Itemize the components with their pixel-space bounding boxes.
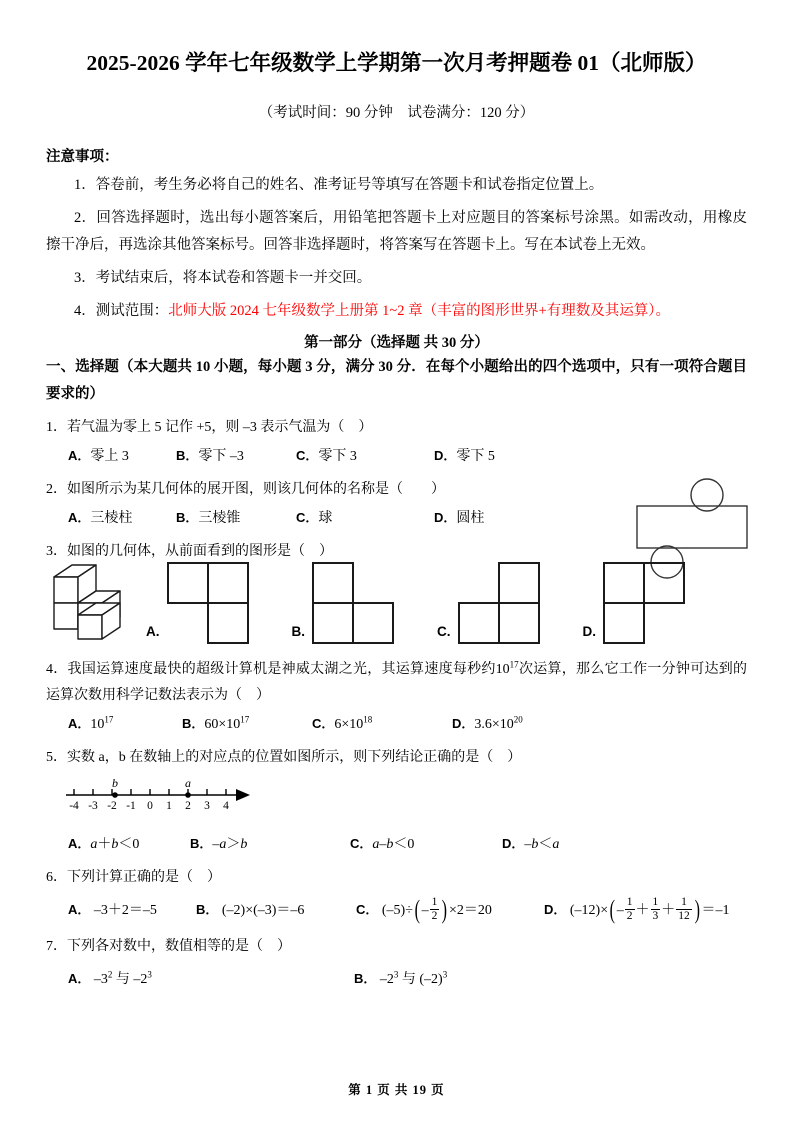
question-4 — [46, 657, 747, 738]
svg-text:-4: -4 — [69, 800, 79, 812]
question-3-option-d-label[interactable]: D. — [582, 624, 596, 639]
svg-text:3: 3 — [204, 800, 210, 812]
question-2-number: 2． — [46, 482, 67, 497]
question-4-number: 4． — [46, 662, 68, 677]
question-7-text: 下列各对数中，数值相等的是（ ） — [67, 939, 291, 955]
question-6-option-a[interactable]: A． –3＋2＝–5 — [68, 902, 157, 918]
question-1-text: 若气温为零上 5 记作 +5，则 –3 表示气温为（ ） — [67, 420, 373, 435]
svg-text:4: 4 — [223, 800, 229, 812]
question-5-option-c[interactable]: C．a–b＜0 — [350, 836, 415, 852]
question-6-options — [46, 894, 747, 924]
question-1-option-c[interactable]: C．零下 3 — [296, 448, 357, 464]
question-7-stem — [46, 934, 747, 960]
svg-text:a: a — [185, 776, 191, 790]
question-2-option-c[interactable]: C．球 — [296, 510, 333, 526]
question-3 — [46, 539, 747, 655]
question-2-option-a[interactable]: A．三棱柱 — [68, 510, 133, 526]
question-7-options — [46, 966, 747, 993]
question-4-option-d[interactable]: D．$3.6\times 10^{20}$ — [452, 714, 523, 732]
question-1-options — [46, 443, 747, 470]
question-6-stem — [46, 865, 747, 891]
page-title: 2025-2026 学年七年级数学上学期第一次月考押题卷 01（北师版） — [86, 51, 707, 75]
question-4-options — [46, 711, 747, 738]
question-6-number: 6． — [46, 870, 67, 885]
question-3-option-d-shape[interactable] — [602, 561, 686, 655]
question-2-option-b[interactable]: B．三棱锥 — [176, 510, 241, 526]
question-1-stem — [46, 415, 747, 441]
svg-text:2: 2 — [185, 800, 191, 812]
question-3-text: 如图的几何体，从前面看到的图形是（ ） — [67, 544, 333, 559]
notice-item-4-prefix: 4．测试范围： — [74, 303, 169, 319]
question-3-option-b-label[interactable]: B. — [291, 624, 305, 639]
question-7 — [46, 934, 747, 993]
question-3-option-b-shape[interactable] — [311, 561, 395, 655]
question-5-option-d[interactable]: D．–b＜a — [502, 836, 560, 852]
question-1 — [46, 415, 747, 470]
question-3-option-a-shape[interactable] — [166, 561, 250, 655]
page-footer: 第 1 页 共 19 页 — [348, 1083, 445, 1097]
question-3-option-c-label[interactable]: C. — [437, 624, 451, 639]
question-1-option-a[interactable]: A．零上 3 — [68, 448, 129, 464]
question-6 — [46, 865, 747, 924]
question-5 — [46, 745, 747, 858]
svg-text:b: b — [112, 776, 118, 790]
question-5-option-b[interactable]: B．–a＞b — [190, 836, 248, 852]
question-3-option-a-label[interactable]: A. — [146, 624, 160, 639]
notice-heading: 注意事项： — [46, 149, 119, 165]
svg-text:1: 1 — [166, 800, 172, 812]
question-5-options — [46, 831, 747, 858]
question-7-option-b[interactable]: B． $-2^3$ 与 $(-2)^3$ — [354, 969, 448, 988]
question-6-option-d[interactable]: D． (–12)×( – $\frac{1}{2}$ ＋ $\frac{1}{3}$ ＋ $\frac{1}{12}$ ) ＝–1 — [544, 894, 730, 924]
question-1-number: 1． — [46, 420, 67, 435]
svg-text:-2: -2 — [107, 800, 117, 812]
question-4-option-a[interactable]: A．$10^{17}$ — [68, 714, 114, 732]
notice-item-2: 2．回答选择题时，选出每小题答案后，用铅笔把答题卡上对应题目的答案标号涂黑。如需改动，用橡皮擦干净后，再选涂其他答案标号。回答非选择题时，将答案写在答题卡上。写在本试卷上无效。 — [46, 210, 747, 253]
question-6-option-b[interactable]: B． (–2)×(–3)＝–6 — [196, 902, 305, 918]
question-1-option-d[interactable]: D．零下 5 — [434, 448, 495, 464]
question-3-number: 3． — [46, 544, 67, 559]
exam-meta: （考试时间：90 分钟 试卷满分：120 分） — [258, 105, 535, 121]
svg-text:-1: -1 — [126, 800, 136, 812]
question-5-number: 5． — [46, 750, 67, 765]
svg-text:0: 0 — [147, 800, 153, 812]
question-3-option-c-shape[interactable] — [457, 561, 541, 655]
number-line-figure — [60, 775, 747, 829]
notice-item-4 — [46, 298, 747, 325]
question-5-option-a[interactable]: A．a＋b＜0 — [68, 836, 140, 852]
question-4-option-b[interactable]: B．$60\times 10^{17}$ — [182, 714, 250, 732]
question-1-option-b[interactable]: B．零下 –3 — [176, 448, 244, 464]
question-5-stem — [46, 745, 747, 771]
part-heading: 第一部分（选择题 共 30 分） — [304, 335, 489, 351]
question-4-option-c[interactable]: C．$6\times 10^{18}$ — [312, 714, 373, 732]
notice-item-4-scope: 北师大版 2024 七年级数学上册第 1~2 章（丰富的图形世界+有理数及其运算）。 — [168, 303, 671, 319]
question-3-figures — [46, 569, 747, 655]
question-7-option-a[interactable]: A． $-3^2$ 与 $-2^3$ — [68, 969, 152, 988]
question-5-text: 实数 a，b 在数轴上的对应点的位置如图所示，则下列结论正确的是（ ） — [67, 750, 522, 765]
question-6-option-c[interactable]: C． (–5)÷( – $\frac{1}{2}$ ) ×2＝20 — [356, 894, 492, 924]
question-6-text: 下列计算正确的是（ ） — [67, 870, 221, 885]
question-7-number: 7． — [46, 939, 67, 955]
notice-item-3: 3．考试结束后，将本试卷和答题卡一并交回。 — [74, 270, 372, 286]
notice-item-1: 1．答卷前，考生务必将自己的姓名、准考证号等填写在答题卡和试卷指定位置上。 — [74, 177, 604, 193]
isometric-solid-figure — [46, 559, 142, 655]
question-2-option-d[interactable]: D．圆柱 — [434, 510, 485, 526]
svg-text:-3: -3 — [88, 800, 98, 812]
question-2-text: 如图所示为某几何体的展开图，则该几何体的名称是（ ） — [67, 482, 445, 497]
question-4-stem: 4．我国运算速度最快的超级计算机是神威太湖之光，其运算速度每秒约$10^{17}$次运算，那么它工作一分钟可达到的运算次数用科学记数法表示为（ ） — [46, 659, 748, 703]
section-heading: 一、选择题（本大题共 10 小题，每小题 3 分，满分 30 分．在每个小题给出的四个选项中，只有一项符合题目要求的） — [46, 359, 747, 402]
